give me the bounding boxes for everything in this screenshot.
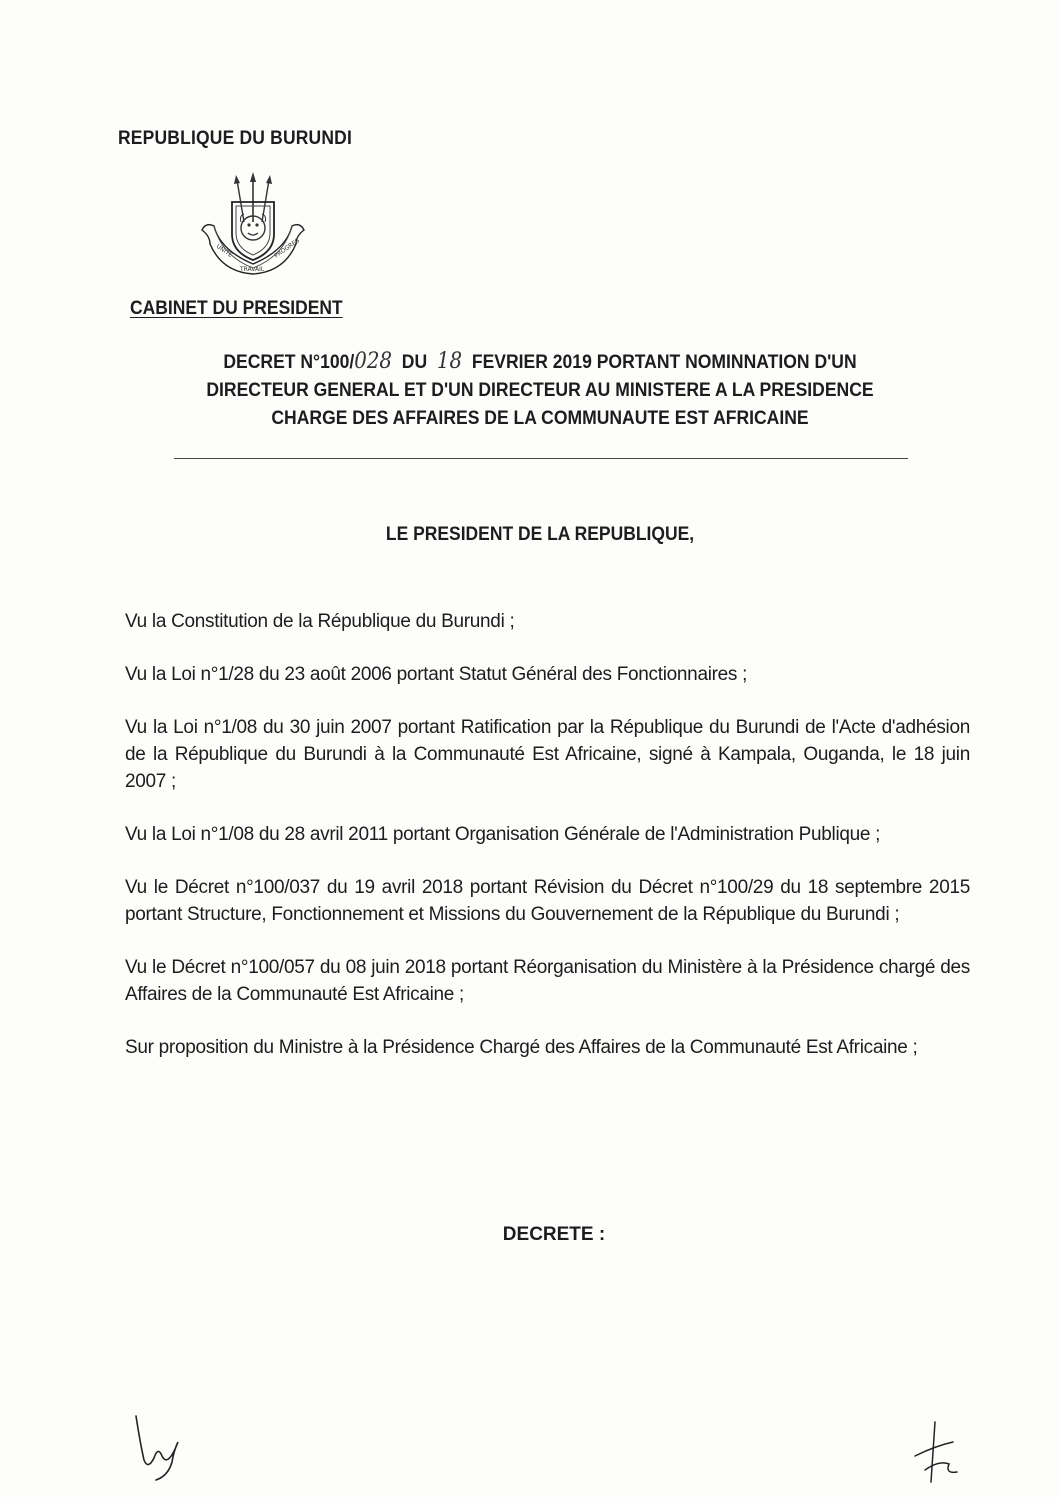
visa-proposition-ministre: Sur proposition du Ministre à la Présidence Chargé des Affaires de la Communauté Est Africaine ; [125, 1037, 918, 1058]
title-divider [174, 458, 908, 459]
decree-title-line-3: CHARGE DES AFFAIRES DE LA COMMUNAUTE EST AFRICAINE [271, 407, 809, 429]
visa-loi-ratification-eac: Vu la Loi n°1/08 du 30 juin 2007 portant Ratification par la République du Burundi de l'Acte d'adhésion de la République du Burundi à la Communauté Est Africaine, signé à Kampala, Ouganda, le 18 juin 2007 ; [125, 717, 970, 792]
svg-text:TRAVAIL: TRAVAIL [240, 266, 265, 273]
handwritten-initials-right [905, 1420, 967, 1486]
visas-list [125, 608, 970, 1087]
svg-text:UNITE: UNITE [214, 242, 234, 260]
handwritten-initials-left [128, 1412, 190, 1482]
coat-of-arms-seal [192, 172, 314, 276]
handwritten-decree-number: 028 [354, 349, 393, 374]
visa-constitution: Vu la Constitution de la République du Burundi ; [125, 611, 515, 632]
president-heading: LE PRESIDENT DE LA REPUBLIQUE, [385, 524, 695, 545]
visa-decret-reorganisation-ministere: Vu le Décret n°100/057 du 08 juin 2018 portant Réorganisation du Ministère à la Présidence chargé des Affaires de la Communauté Est Africaine ; [125, 957, 970, 1005]
decree-title-line-1 [171, 348, 909, 376]
handwritten-day: 18 [436, 349, 463, 374]
visa-loi-statut-fonctionnaires: Vu la Loi n°1/28 du 23 août 2006 portant Statut Général des Fonctionnaires ; [125, 664, 748, 685]
decree-prefix: DECRET N°100/ [223, 351, 355, 373]
republic-header: REPUBLIQUE DU BURUNDI [118, 128, 353, 149]
decree-title [171, 348, 909, 432]
svg-text:PROGRES: PROGRES [273, 237, 301, 260]
decree-line-1-rest: FEVRIER 2019 PORTANT NOMINNATION D'UN [471, 351, 857, 373]
visa-loi-administration-publique: Vu la Loi n°1/08 du 28 avril 2011 portant Organisation Générale de l'Administration Publique ; [125, 824, 881, 845]
decree-title-line-2: DIRECTEUR GENERAL ET D'UN DIRECTEUR AU MINISTERE A LA PRESIDENCE [206, 379, 874, 401]
visa-decret-gouvernement: Vu le Décret n°100/037 du 19 avril 2018 portant Révision du Décret n°100/29 du 18 septembre 2015 portant Structure, Fonctionnement et Missions du Gouvernement de la République du Burundi ; [125, 877, 970, 925]
decrete-heading: DECRETE : [502, 1224, 606, 1245]
cabinet-header: CABINET DU PRESIDENT [130, 298, 343, 319]
decree-du: DU [401, 351, 428, 373]
